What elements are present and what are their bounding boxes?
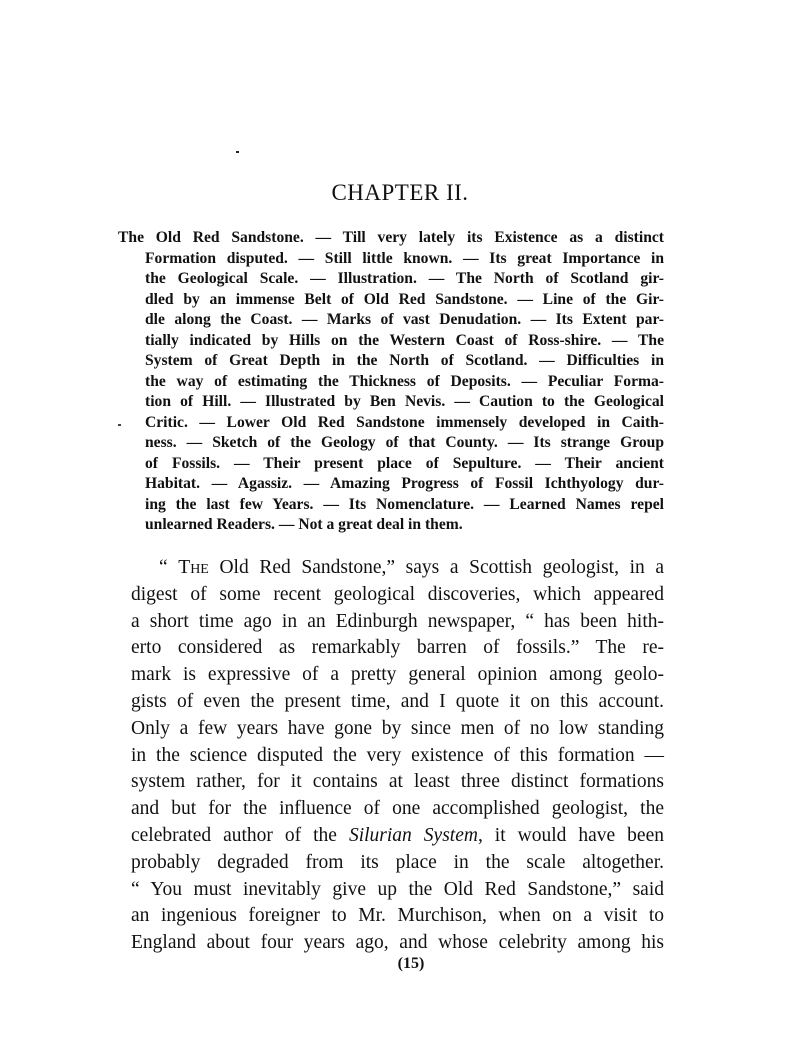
body-line: an ingenious foreigner to Mr. Murchison, when on a visit to: [131, 905, 664, 927]
body-line: and but for the influence of one accomplished geologist, the: [131, 798, 664, 820]
summary-line: unlearned Readers. — Not a great deal in them.: [145, 516, 463, 533]
body-line: in the science disputed the very existence of this formation —: [131, 744, 664, 766]
italic-before: celebrated author of the: [131, 824, 349, 846]
body-line: mark is expressive of a pretty general opinion among geolo-: [131, 664, 664, 686]
summary-line: of Fossils. — Their present place of Sepulture. — Their ancient: [145, 454, 664, 472]
summary-line: Formation disputed. — Still little known. — Its great Importance in: [145, 249, 664, 267]
body-paragraph: [131, 555, 664, 957]
summary-line: Habitat. — Agassiz. — Amazing Progress of Fossil Ichthyology dur-: [145, 475, 664, 492]
body-line: probably degraded from its place in the scale altogether.: [131, 851, 664, 873]
body-line: a short time ago in an Edinburgh newspaper, “ has been hith-: [131, 610, 664, 632]
summary-line: dle along the Coast. — Marks of vast Denudation. — Its Extent par-: [145, 311, 664, 328]
summary-line: tion of Hill. — Illustrated by Ben Nevis. — Caution to the Geological: [145, 393, 664, 410]
body-line: erto considered as remarkably barren of fossils.” The re-: [131, 637, 664, 659]
chapter-heading: CHAPTER II.: [331, 180, 469, 205]
summary-line: dled by an immense Belt of Old Red Sandstone. — Line of the Gir-: [145, 290, 664, 308]
body-line: [131, 555, 664, 582]
body-line: digest of some recent geological discoveries, which appeared: [131, 583, 664, 605]
margin-mark: [118, 424, 121, 426]
ink-speck: [236, 151, 239, 153]
summary-line: ness. — Sketch of the Geology of that County. — Its strange Group: [145, 434, 664, 451]
opening-rest: Old Red Sandstone,” says a Scottish geologist, in a: [208, 557, 664, 578]
chapter-summary: [118, 228, 664, 536]
page-number: (15): [397, 955, 425, 972]
summary-line: System of Great Depth in the North of Scotland. — Difficulties in: [145, 352, 664, 369]
summary-line: the way of estimating the Thickness of Deposits. — Peculiar Forma-: [145, 372, 664, 390]
summary-line: The Old Red Sandstone. — Till very lately its Existence as a distinct: [118, 229, 664, 246]
body-line: Only a few years have gone by since men of no low standing: [131, 717, 664, 739]
body-line: system rather, for it contains at least three distinct formations: [131, 771, 664, 793]
body-line: England about four years ago, and whose celebrity among his: [131, 932, 664, 954]
summary-line: the Geological Scale. — Illustration. — The North of Scotland gir-: [145, 270, 664, 287]
summary-line: tially indicated by Hills on the Western Coast of Ross-shire. — The: [145, 331, 664, 349]
body-line: [131, 823, 664, 850]
summary-line: Critic. — Lower Old Red Sandstone immensely developed in Caith-: [145, 413, 664, 431]
opening-word: The: [178, 557, 209, 578]
body-line: gists of even the present time, and I quote it on this account.: [131, 690, 664, 712]
summary-line: ing the last few Years. — Its Nomenclature. — Learned Names repel: [145, 495, 664, 513]
book-title-italic: Silurian System: [348, 824, 478, 846]
italic-after: , it would have been: [477, 824, 664, 846]
opening-quote: “: [159, 557, 179, 578]
body-line: “ You must inevitably give up the Old Red Sandstone,” said: [131, 878, 664, 900]
